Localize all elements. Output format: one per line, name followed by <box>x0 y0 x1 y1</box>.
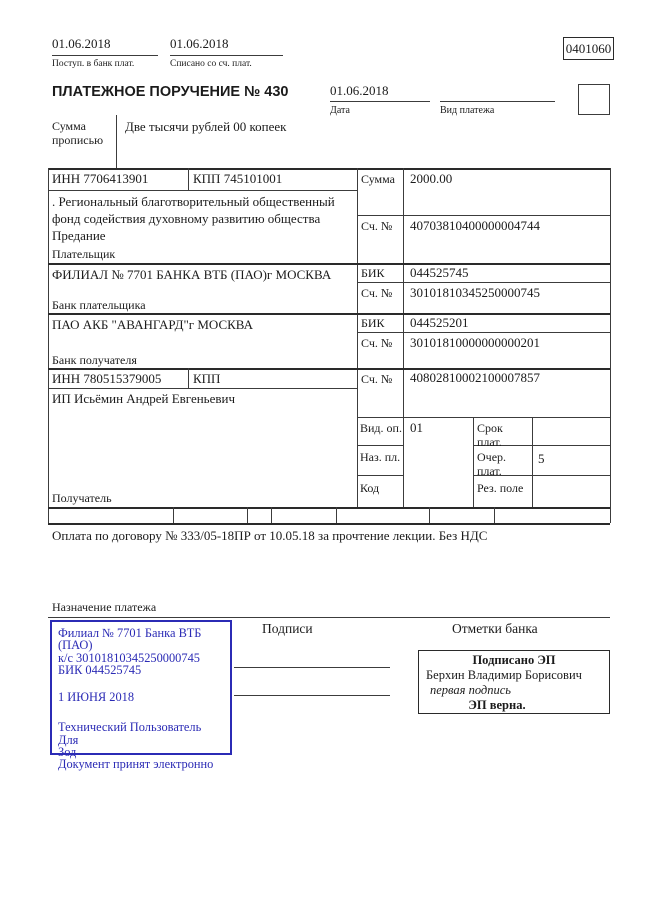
document-date-value: 01.06.2018 <box>330 83 389 98</box>
signature-line <box>234 695 390 696</box>
payee-bank-account: 30101810000000000201 <box>410 335 540 350</box>
bank-stamp-line: БИК 044525745 <box>58 662 142 677</box>
divider <box>188 368 189 388</box>
payee-inn: ИНН 780515379005 <box>52 371 162 386</box>
received-in-bank-date: 01.06.2018 <box>52 36 111 51</box>
divider <box>48 523 610 525</box>
bank-stamp-line: Филиал № 7701 Банка ВТБ (ПАО) <box>58 626 202 653</box>
bank-stamp-line: Зод <box>58 745 77 760</box>
payee-kpp-label: КПП <box>193 371 221 386</box>
divider <box>357 332 610 333</box>
table-border <box>48 168 49 523</box>
strip-divider <box>247 507 248 523</box>
payer-account-label: Сч. № <box>361 219 393 233</box>
divider <box>48 617 610 618</box>
esignature-box <box>418 650 610 714</box>
payer-bank-bik: 044525745 <box>410 265 469 280</box>
payment-type-label: Вид платежа <box>440 105 495 116</box>
payer-section-label: Плательщик <box>52 247 116 261</box>
divider <box>48 507 610 509</box>
purpose-code-label: Наз. пл. <box>360 450 401 464</box>
bank-marks-title: Отметки банка <box>452 621 538 636</box>
sum-label: Сумма <box>361 172 395 186</box>
divider <box>52 55 158 56</box>
divider <box>473 417 474 507</box>
amount-in-words-value: Две тысячи рублей 00 копеек <box>125 119 287 134</box>
payment-purpose-label: Назначение платежа <box>52 600 157 614</box>
payee-bank-account-label: Сч. № <box>361 336 393 350</box>
bank-stamp-line: Технический Пользователь Для <box>58 720 202 747</box>
received-in-bank-label: Поступ. в банк плат. <box>52 59 135 69</box>
payer-inn: ИНН 7706413901 <box>52 171 149 186</box>
divider <box>357 417 610 418</box>
operation-kind-value: 01 <box>410 420 423 435</box>
payer-name: . Региональный благотворительный общественный фонд содействия духовному развитию общества Предание <box>52 194 335 243</box>
strip-divider <box>494 507 495 523</box>
form-code-box: 0401060 <box>563 37 614 60</box>
payee-bank-section-label: Банк получателя <box>52 353 137 367</box>
divider <box>48 263 610 265</box>
divider <box>357 475 403 476</box>
priority-label: Очер. плат. <box>477 450 507 478</box>
divider <box>440 101 555 102</box>
reserve-field-label: Рез. поле <box>477 481 524 495</box>
bank-stamp-date: 1 ИЮНЯ 2018 <box>58 690 135 705</box>
payee-account-label: Сч. № <box>361 372 393 386</box>
esignature-kind: первая подпись <box>430 683 511 697</box>
esignature-signer: Берхин Владимир Борисович <box>426 668 582 682</box>
payment-term-label: Срок плат. <box>477 421 503 449</box>
payer-bank-account: 30101810345250000745 <box>410 285 540 300</box>
strip-divider <box>271 507 272 523</box>
divider <box>357 168 358 507</box>
divider <box>48 313 610 315</box>
sum-value: 2000.00 <box>410 171 453 186</box>
strip-divider <box>173 507 174 523</box>
payment-type-box <box>578 84 610 115</box>
code-label: Код <box>360 481 380 495</box>
divider <box>48 388 357 389</box>
divider <box>357 282 610 283</box>
signatures-title: Подписи <box>262 621 313 636</box>
document-date-label: Дата <box>330 105 350 116</box>
amount-in-words-label: Сумма прописью <box>52 119 104 147</box>
payer-bank-section-label: Банк плательщика <box>52 298 146 312</box>
signature-line <box>234 667 390 668</box>
bank-stamp <box>50 620 232 772</box>
esignature-title: Подписано ЭП <box>472 653 556 667</box>
debited-from-account-label: Списано со сч. плат. <box>170 59 252 69</box>
operation-kind-label: Вид. оп. <box>360 421 402 435</box>
bank-stamp-line: Документ принят электронно <box>58 757 214 772</box>
payer-bank-account-label: Сч. № <box>361 286 393 300</box>
payee-bank-bik: 044525201 <box>410 315 469 330</box>
payee-name: ИП Исьёмин Андрей Евгеньевич <box>52 391 236 406</box>
payer-account: 40703810400000004744 <box>410 218 540 233</box>
payee-account: 40802810002100007857 <box>410 370 540 385</box>
divider <box>170 55 283 56</box>
strip-divider <box>429 507 430 523</box>
payer-bank-bik-label: БИК <box>361 266 385 280</box>
divider <box>48 190 357 191</box>
bank-stamp-line: к/с 30101810345250000745 <box>58 650 200 665</box>
divider <box>116 115 117 168</box>
divider <box>188 168 189 190</box>
priority-value: 5 <box>538 451 545 466</box>
payee-section-label: Получатель <box>52 491 112 505</box>
table-border <box>610 168 611 523</box>
payer-bank-name: ФИЛИАЛ № 7701 БАНКА ВТБ (ПАО)г МОСКВА <box>52 267 332 282</box>
payment-purpose-text: Оплата по договору № 333/05-18ПР от 10.05.18 за прочтение лекции. Без НДС <box>52 528 488 543</box>
payee-bank-name: ПАО АКБ "АВАНГАРД"г МОСКВА <box>52 317 254 332</box>
payee-bank-bik-label: БИК <box>361 316 385 330</box>
divider <box>357 445 403 446</box>
table-border <box>48 168 610 170</box>
divider <box>403 168 404 507</box>
divider <box>357 215 610 216</box>
debited-from-account-date: 01.06.2018 <box>170 36 229 51</box>
payer-kpp: КПП 745101001 <box>193 171 283 186</box>
strip-divider <box>336 507 337 523</box>
esignature-verified: ЭП верна. <box>468 698 526 712</box>
divider <box>330 101 430 102</box>
page-title: ПЛАТЕЖНОЕ ПОРУЧЕНИЕ № 430 <box>52 84 289 100</box>
